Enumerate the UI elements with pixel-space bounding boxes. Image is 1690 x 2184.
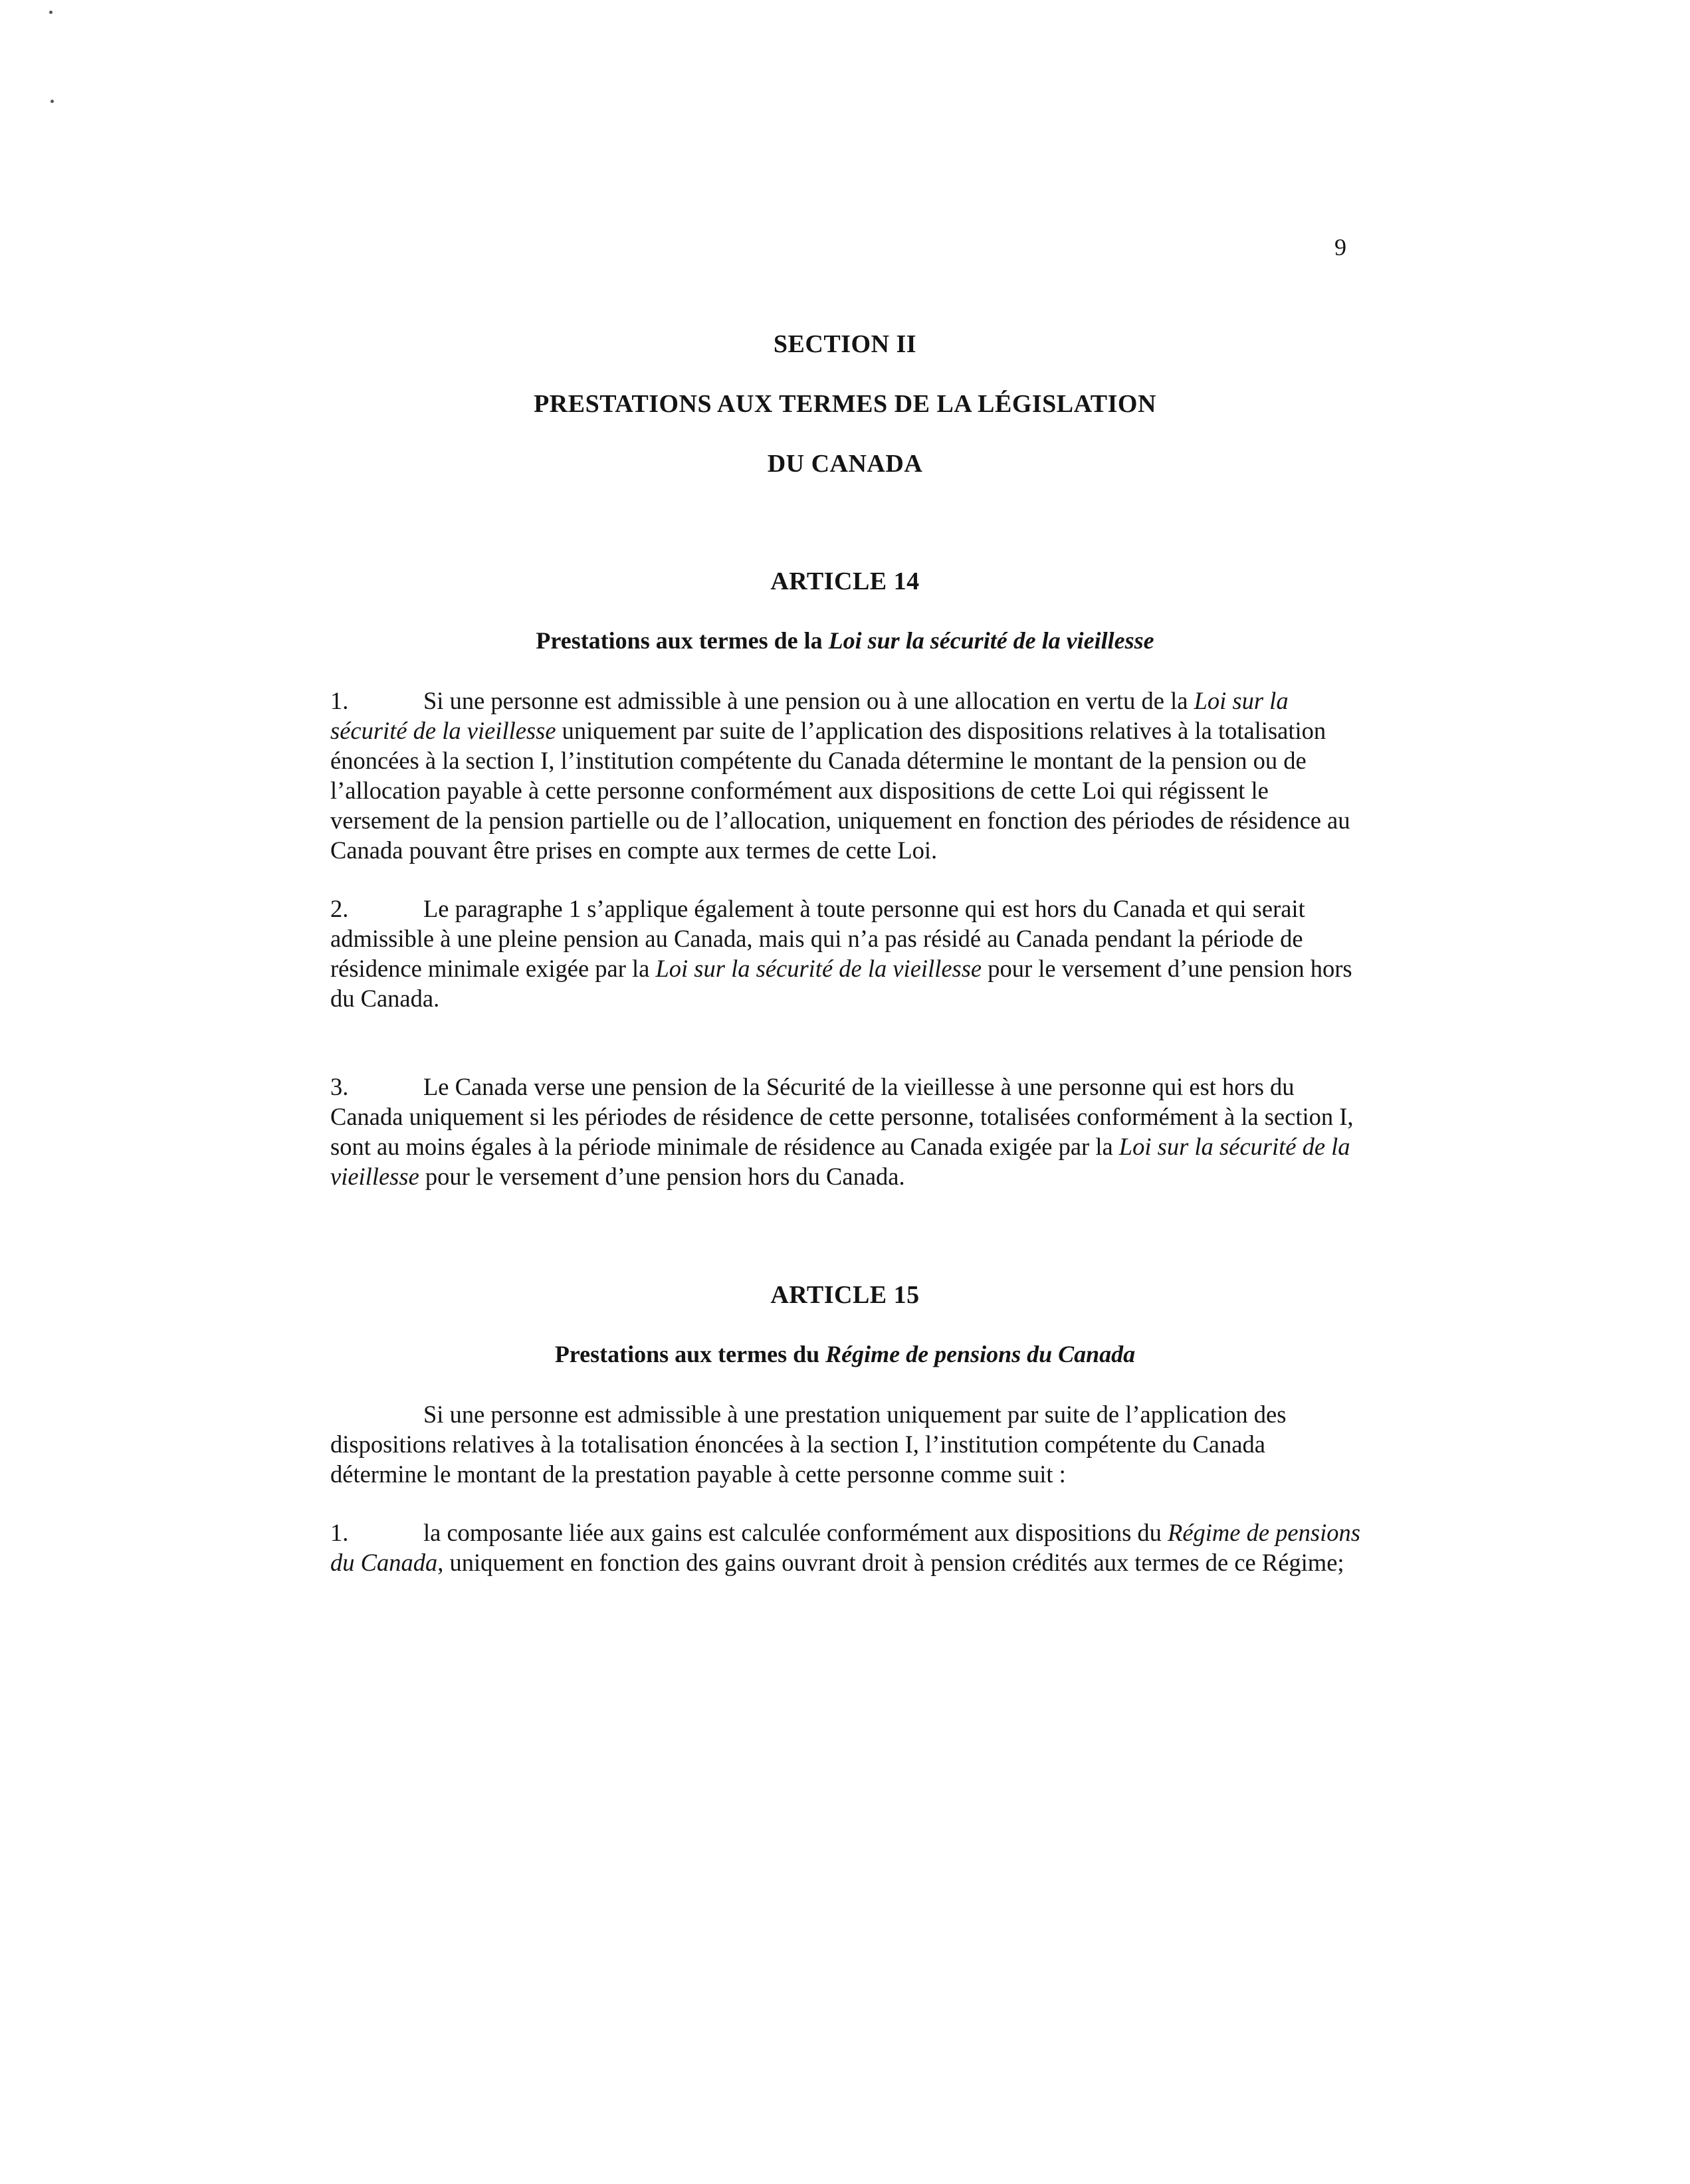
- paragraph-number: 1.: [330, 687, 349, 714]
- page-number: 9: [1334, 234, 1346, 260]
- paragraph-text: Si une personne est admissible à une pension ou à une allocation en vertu de la: [423, 687, 1194, 714]
- paragraph-number: 2.: [330, 895, 349, 922]
- article-14-subtitle-prefix: Prestations aux termes de la: [536, 627, 829, 654]
- paragraph-italic-law: Loi sur la sécurité de la vieillesse: [655, 955, 982, 982]
- article-15-intro: [330, 1399, 1367, 1489]
- paragraph-number: 3.: [330, 1073, 349, 1100]
- paragraph-italic-law: Régime de pensions du Canada: [330, 1519, 1360, 1576]
- paragraph-text: uniquement par suite de l’application des dispositions relatives à la totalisation énoncées à la section I, l’institution compétente du Canada détermine le montant de la pension ou de l’allocation payable à cette personne conformément aux dispositions de cette Loi qui régissent le versement de la pension partielle ou de l’allocation, uniquement en fonction des périodes de résidence au Canada pouvant être prises en compte aux termes de cette Loi.: [330, 717, 1350, 864]
- paragraph-text: pour le versement d’une pension hors du Canada.: [419, 1163, 905, 1190]
- article-14-paragraph-2: [330, 894, 1367, 1013]
- scan-speck: [49, 11, 53, 14]
- article-14-paragraph-1: [330, 686, 1367, 865]
- article-14-subtitle-italic: Loi sur la sécurité de la vieillesse: [828, 627, 1154, 654]
- paragraph-text: la composante liée aux gains est calculée conformément aux dispositions du: [423, 1519, 1168, 1546]
- scan-speck: [51, 100, 54, 103]
- article-15-subtitle-prefix: Prestations aux termes du: [554, 1341, 826, 1367]
- paragraph-text: pour le versement d’une pension hors du Canada.: [330, 955, 1352, 1012]
- article-14-subtitle: [0, 626, 1690, 655]
- paragraph-italic-law: Loi sur la sécurité de la vieillesse: [330, 1133, 1350, 1190]
- paragraph-text: Si une personne est admissible à une prestation uniquement par suite de l’application des dispositions relatives à la totalisation énoncées à la section I, l’institution compétente du Canada détermine le montant de la prestation payable à cette personne comme suit :: [330, 1401, 1287, 1488]
- article-15-subtitle-italic: Régime de pensions du Canada: [825, 1341, 1136, 1367]
- paragraph-text: Le Canada verse une pension de la Sécurité de la vieillesse à une personne qui est hors du Canada uniquement si les périodes de résidence de cette personne, totalisées conformément à la section I, sont au moins égales à la période minimale de résidence au Canada exigée par la: [330, 1073, 1354, 1160]
- article-15-paragraph-1: [330, 1518, 1367, 1577]
- article-14-paragraph-3: [330, 1072, 1367, 1191]
- paragraph-italic-law: Loi sur la sécurité de la vieillesse: [330, 687, 1289, 744]
- paragraph-text: Le paragraphe 1 s’applique également à toute personne qui est hors du Canada et qui serait admissible à une pleine pension au Canada, mais qui n’a pas résidé au Canada pendant la période de résidence minimale exigée par la: [330, 895, 1305, 982]
- article-14-heading: ARTICLE 14: [770, 567, 920, 595]
- article-15-subtitle: [0, 1340, 1690, 1369]
- section-heading: SECTION II: [773, 330, 917, 358]
- paragraph-number: 1.: [330, 1519, 349, 1546]
- section-title-line2: DU CANADA: [767, 450, 923, 478]
- section-title-line1: PRESTATIONS AUX TERMES DE LA LÉGISLATION: [534, 390, 1156, 418]
- paragraph-text: , uniquement en fonction des gains ouvrant droit à pension crédités aux termes de ce Régime;: [437, 1549, 1344, 1576]
- article-15-heading: ARTICLE 15: [770, 1281, 920, 1309]
